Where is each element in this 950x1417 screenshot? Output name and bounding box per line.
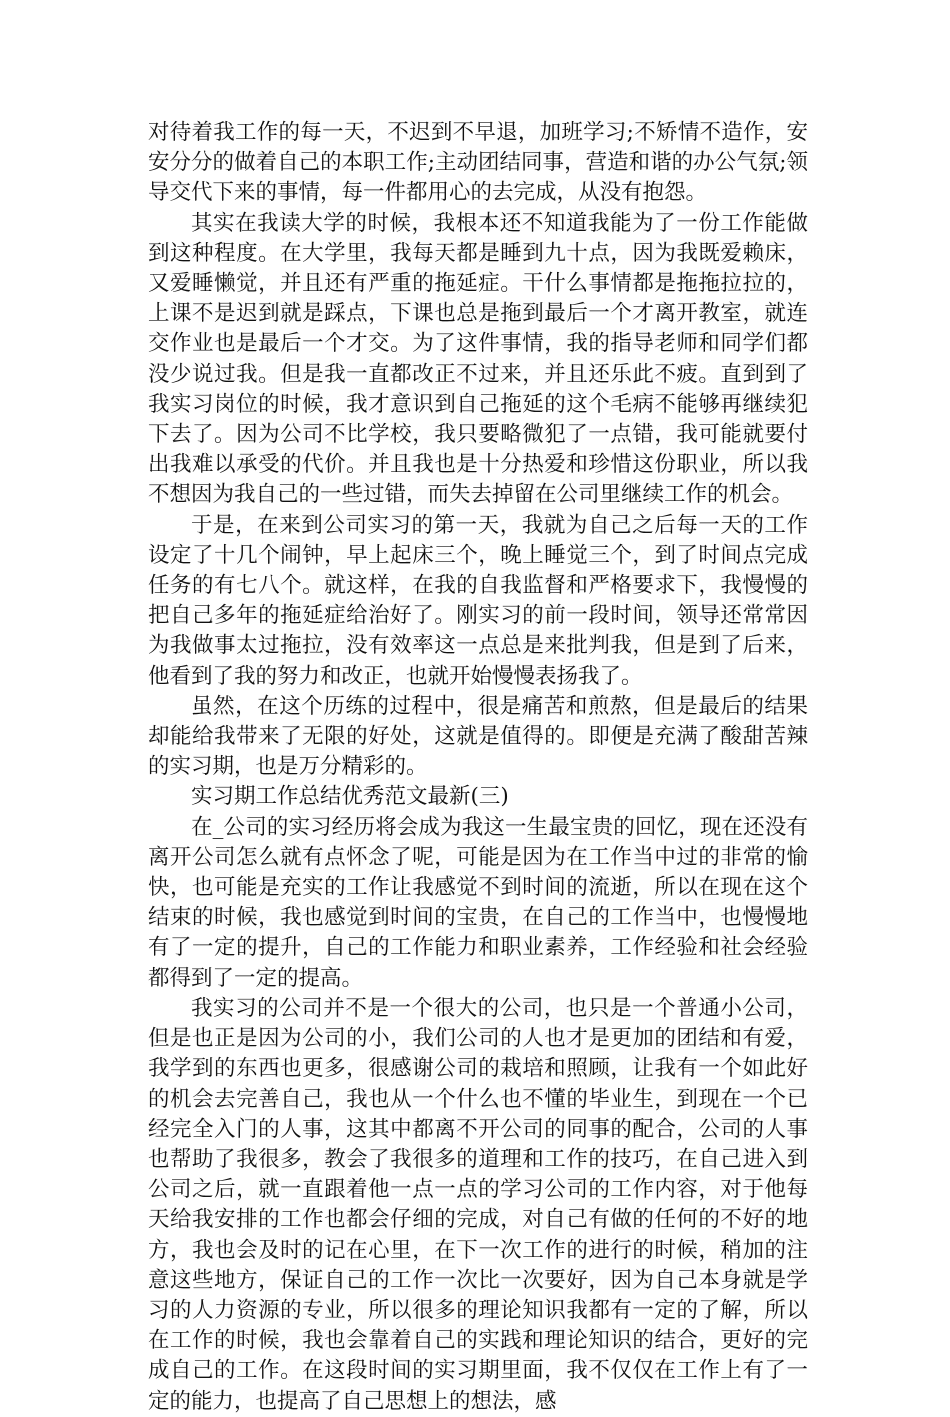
paragraph-alarms: 于是，在来到公司实习的第一天，我就为自己之后每一天的工作设定了十几个闹钟，早上起床三个，晚上睡觉三个，到了时间点完成任务的有七八个。就这样，在我的自我监督和严格要求下，我慢慢的把自己多年的拖延症给治好了。刚实习的前一段时间，领导还常常因为我做事太过拖拉，没有效率这一点总是来批判我，但是到了后来，他看到了我的努力和改正，也就开始慢慢表扬我了。: [148, 512, 808, 689]
section-heading: 实习期工作总结优秀范文最新(三): [191, 784, 509, 810]
paragraph-small-company: 我实习的公司并不是一个很大的公司，也只是一个普通小公司，但是也正是因为公司的小，我们公司的人也才是更加的团结和有爱，我学到的东西也更多，很感谢公司的栽培和照顾，让我有一个如此好的机会去完善自己，我也从一个什么也不懂的毕业生，到现在一个已经完全入门的人事，这其中都离不开公司的同事的配合，公司的人事也帮助了我很多，教会了我很多的道理和工作的技巧，在自己进入到公司之后，就一直跟着他一点一点的学习公司的工作内容，对于他每天给我安排的工作也都会仔细的完成，对自己有做的任何的不好的地方，我也会及时的记在心里，在下一次工作的进行的时候，稍加的注意这些地方，保证自己的工作一次比一次要好，因为自己本身就是学习的人力资源的专业，所以很多的理论知识我都有一定的了解，所以在工作的时候，我也会靠着自己的实践和理论知识的结合，更好的完成自己的工作。在这段时间的实习期里面，我不仅仅在工作上有了一定的能力，也提高了自己思想上的想法，感: [148, 995, 808, 1414]
paragraph-procrastination: 其实在我读大学的时候，我根本还不知道我能为了一份工作能做到这种程度。在大学里，我每天都是睡到九十点，因为我既爱赖床，又爱睡懒觉，并且还有严重的拖延症。干什么事情都是拖拖拉拉的，上课不是迟到就是踩点，下课也总是拖到最后一个才离开教室，就连交作业也是最后一个才交。为了这件事情，我的指导老师和同学们都没少说过我。但是我一直都改正不过来，并且还乐此不疲。直到到了我实习岗位的时候，我才意识到自己拖延的这个毛病不能够再继续犯下去了。因为公司不比学校，我只要略微犯了一点错，我可能就要付出我难以承受的代价。并且我也是十分热爱和珍惜这份职业，所以我不想因为我自己的一些过错，而失去掉留在公司里继续工作的机会。: [148, 210, 808, 508]
document-body: [148, 118, 808, 1417]
paragraph-continuation: 对待着我工作的每一天，不迟到不早退，加班学习;不矫情不造作，安安分分的做着自己的本职工作;主动团结同事，营造和谐的办公气氛;领导交代下来的事情，每一件都用心的去完成，从没有抱怨。: [148, 120, 808, 206]
paragraph-conclusion: 虽然，在这个历练的过程中，很是痛苦和煎熬，但是最后的结果却能给我带来了无限的好处，这就是值得的。即便是充满了酸甜苦辣的实习期，也是万分精彩的。: [148, 693, 808, 780]
paragraph-internship-memory: 在_公司的实习经历将会成为我这一生最宝贵的回忆，现在还没有离开公司怎么就有点怀念了呢，可能是因为在工作当中过的非常的愉快，也可能是充实的工作让我感觉不到时间的流逝，所以在现在这个结束的时候，我也感觉到时间的宝贵，在自己的工作当中，也慢慢地有了一定的提升，自己的工作能力和职业素养，工作经验和社会经验都得到了一定的提高。: [148, 814, 808, 991]
